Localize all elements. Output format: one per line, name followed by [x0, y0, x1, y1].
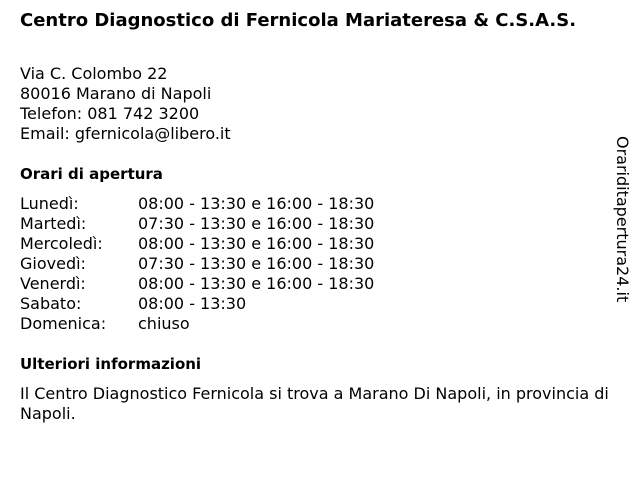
business-name: Centro Diagnostico di Fernicola Mariateresa & C.S.A.S. [20, 10, 577, 31]
time-value: 08:00 - 13:30 e 16:00 - 18:30 [138, 234, 375, 253]
site-watermark: Orariditapertura24.it [613, 136, 632, 303]
opening-hours-heading: Orari di apertura [20, 165, 163, 183]
time-value: 08:00 - 13:30 e 16:00 - 18:30 [138, 194, 375, 213]
day-label: Mercoledì: [20, 234, 103, 253]
day-label: Domenica: [20, 314, 107, 333]
time-value: chiuso [138, 314, 190, 333]
email-address: Email: gfernicola@libero.it [20, 124, 231, 143]
time-value: 08:00 - 13:30 [138, 294, 247, 313]
day-label: Lunedì: [20, 194, 79, 213]
more-info-text: Il Centro Diagnostico Fernicola si trova a Marano Di Napoli, in provincia di Napoli. [20, 384, 609, 423]
day-label: Giovedì: [20, 254, 86, 273]
day-label: Martedì: [20, 214, 87, 233]
day-label: Venerdì: [20, 274, 86, 293]
city-postcode: 80016 Marano di Napoli [20, 84, 212, 103]
time-value: 08:00 - 13:30 e 16:00 - 18:30 [138, 274, 375, 293]
more-info-heading: Ulteriori informazioni [20, 355, 202, 373]
day-label: Sabato: [20, 294, 82, 313]
time-value: 07:30 - 13:30 e 16:00 - 18:30 [138, 254, 375, 273]
phone-number: Telefon: 081 742 3200 [20, 104, 200, 123]
street-address: Via C. Colombo 22 [20, 64, 168, 83]
address-block [20, 64, 231, 144]
time-value: 07:30 - 13:30 e 16:00 - 18:30 [138, 214, 375, 233]
